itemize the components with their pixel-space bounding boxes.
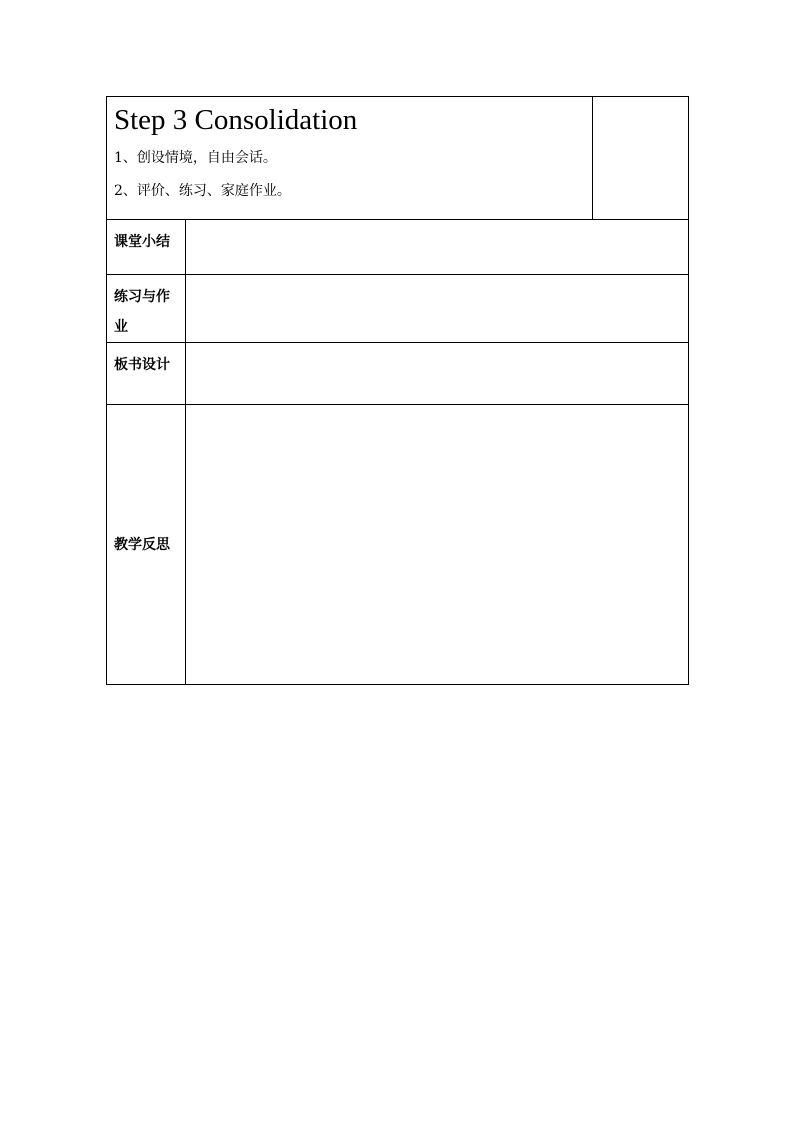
consolidation-cell (107, 97, 593, 220)
board-content-cell (186, 343, 689, 405)
summary-label-text: 课堂小结 (114, 234, 170, 250)
step-item-1: 1、创设情境，自由会话。 (114, 150, 277, 166)
reflection-content-cell (186, 405, 689, 685)
board-label-text: 板书设计 (114, 357, 170, 373)
consolidation-row (107, 97, 689, 220)
step-title: Step 3 Consolidation (114, 104, 358, 136)
practice-label (107, 275, 186, 343)
practice-content-cell (186, 275, 689, 343)
summary-label (107, 220, 186, 275)
reflection-label (107, 405, 186, 685)
reflection-row (107, 405, 689, 685)
notes-cell (593, 97, 689, 220)
summary-row (107, 220, 689, 275)
step-item-2: 2、评价、练习、家庭作业。 (114, 183, 291, 199)
practice-label-line2: 业 (114, 319, 128, 335)
board-label (107, 343, 186, 405)
lesson-plan-table (106, 96, 689, 685)
reflection-label-text: 教学反思 (114, 536, 170, 553)
board-row (107, 343, 689, 405)
summary-content-cell (186, 220, 689, 275)
practice-row (107, 275, 689, 343)
practice-label-line1: 练习与作 (114, 289, 170, 305)
